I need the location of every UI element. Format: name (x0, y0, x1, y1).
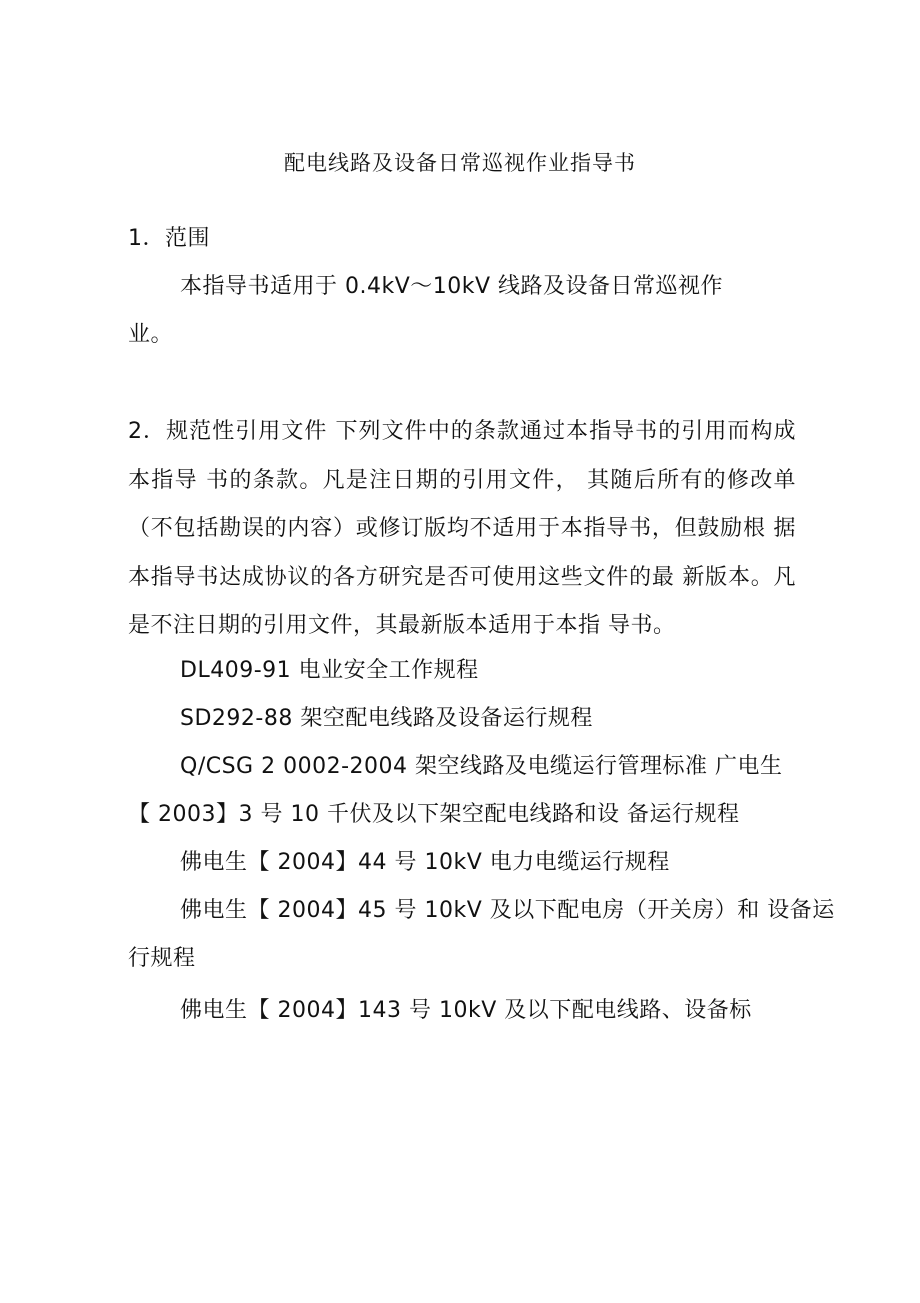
section-1-heading: 1．范围 (128, 226, 210, 251)
section-1-body-line-2: 业。 (128, 322, 174, 347)
reference-item: 佛电生【 2004】44 号 10kV 电力电缆运行规程 (180, 850, 670, 875)
reference-item: 佛电生【 2004】143 号 10kV 及以下配电线路、设备标 (180, 998, 752, 1023)
reference-item: 行规程 (128, 946, 196, 971)
reference-item: Q/CSG 2 0002-2004 架空线路及电缆运行管理标准 广电生 (180, 754, 783, 779)
document-title: 配电线路及设备日常巡视作业指导书 (284, 151, 636, 175)
section-1-body-line-1: 本指导书适用于 0.4kV～10kV 线路及设备日常巡视作 (180, 274, 724, 299)
reference-item: SD292-88 架空配电线路及设备运行规程 (180, 706, 593, 731)
reference-item: 佛电生【 2004】45 号 10kV 及以下配电房（开关房）和 设备运 (180, 898, 835, 923)
reference-item: DL409-91 电业安全工作规程 (180, 658, 479, 683)
section-2-paragraph: 2．规范性引用文件 下列文件中的条款通过本指导书的引用而构成本指导 书的条款。凡是注日期的引用文件， 其随后所有的修改单 （不包括勘误的内容）或修订版均不适用于本指导书，但鼓励根 据本指导书达成协议的各方研究是否可使用这些文件的最 新版本。凡是不注日期的引用文件，其最新版本适用于本指 导书。 (128, 419, 796, 638)
reference-item: 【 2003】3 号 10 千伏及以下架空配电线路和设 备运行规程 (128, 802, 740, 827)
